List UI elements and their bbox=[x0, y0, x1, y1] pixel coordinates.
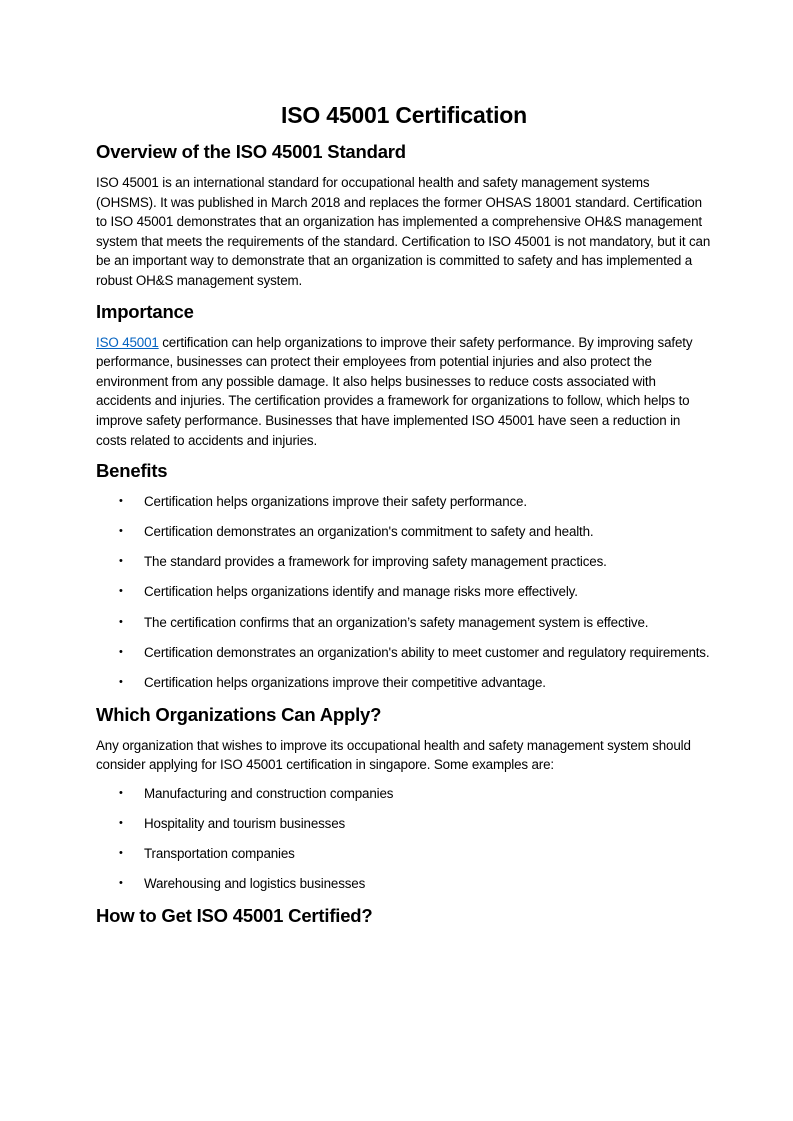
list-item: • The standard provides a framework for improving safety management practices. bbox=[96, 552, 712, 572]
organizations-list bbox=[96, 784, 712, 894]
organizations-heading: Which Organizations Can Apply? bbox=[96, 703, 382, 725]
bullet-icon: • bbox=[119, 555, 123, 568]
bullet-icon: • bbox=[119, 495, 123, 508]
list-item: • Hospitality and tourism businesses bbox=[96, 814, 712, 834]
bullet-icon: • bbox=[119, 615, 123, 628]
list-item: • Transportation companies bbox=[96, 844, 712, 864]
how-to-section bbox=[96, 904, 712, 928]
list-item: • Certification helps organizations identify and manage risks more effectively. bbox=[96, 582, 712, 602]
importance-section bbox=[96, 300, 712, 451]
overview-heading: Overview of the ISO 45001 Standard bbox=[96, 141, 406, 162]
bullet-icon: • bbox=[119, 675, 123, 688]
bullet-icon: • bbox=[119, 645, 123, 658]
bullet-icon: • bbox=[119, 817, 123, 830]
importance-paragraph bbox=[96, 333, 712, 451]
organizations-section bbox=[96, 703, 712, 894]
iso-45001-link[interactable]: ISO 45001 bbox=[96, 334, 159, 350]
how-to-heading: How to Get ISO 45001 Certified? bbox=[96, 905, 373, 927]
list-item: • The certification confirms that an organization’s safety management system is effective. bbox=[96, 613, 712, 633]
bullet-icon: • bbox=[119, 847, 123, 860]
list-item: • Certification helps organizations improve their competitive advantage. bbox=[96, 673, 712, 693]
importance-heading: Importance bbox=[96, 300, 194, 322]
benefits-list bbox=[96, 492, 712, 692]
list-item: • Manufacturing and construction companies bbox=[96, 784, 712, 804]
list-item: • Certification helps organizations improve their safety performance. bbox=[96, 492, 712, 512]
document-title: ISO 45001 Certification bbox=[281, 102, 527, 128]
overview-paragraph: ISO 45001 is an international standard for occupational health and safety management systems (OHSMS). It was published in March 2018 and replaces the former OHSAS 18001 standard. Certification to ISO 45001 demonstrates that an organization has implemented a comprehensive OH&S management system that meets the requirements of the standard. Certification to ISO 45001 is not mandatory, but it can be an important way to demonstrate that an organization is committed to safety and has implemented a robust OH&S management system. bbox=[96, 175, 711, 288]
list-item: • Warehousing and logistics businesses bbox=[96, 874, 712, 894]
bullet-icon: • bbox=[119, 585, 123, 598]
overview-section bbox=[96, 140, 712, 291]
organizations-paragraph: Any organization that wishes to improve its occupational health and safety management system should consider applying for ISO 45001 certification in singapore. Some examples are: bbox=[96, 737, 691, 773]
bullet-icon: • bbox=[119, 525, 123, 538]
bullet-icon: • bbox=[119, 877, 123, 890]
bullet-icon: • bbox=[119, 786, 123, 799]
list-item: • Certification demonstrates an organization's commitment to safety and health. bbox=[96, 522, 712, 542]
document-page bbox=[96, 96, 712, 937]
list-item: • Certification demonstrates an organization's ability to meet customer and regulatory requirements. bbox=[96, 643, 712, 663]
importance-paragraph-text: certification can help organizations to improve their safety performance. By improving safety performance, businesses can protect their employees from potential injuries and also protect the environment from any possible damage. It also helps businesses to reduce costs associated with accidents and injuries. The certification provides a framework for organizations to follow, which helps to improve safety performance. Businesses that have implemented ISO 45001 have seen a reduction in costs related to accidents and injuries. bbox=[96, 334, 693, 448]
benefits-heading: Benefits bbox=[96, 460, 168, 482]
benefits-section bbox=[96, 459, 712, 692]
